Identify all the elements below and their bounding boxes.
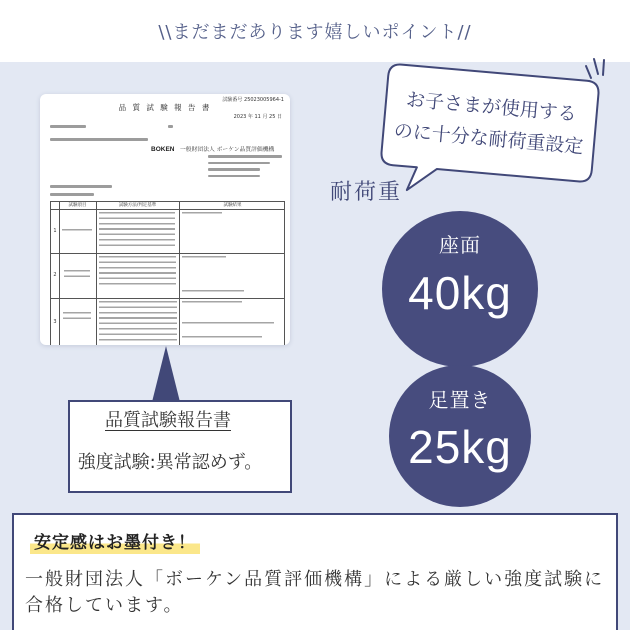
report-issuer: 一般財団法人 ボーケン品質評価機構 [180, 146, 275, 153]
text-line [99, 256, 176, 287]
table-header-result: 試験結果 [223, 203, 242, 208]
table-rule [51, 253, 284, 254]
footrest-capacity-value: 25kg [408, 421, 512, 473]
footrest-capacity-circle [389, 365, 531, 507]
text-line [168, 125, 173, 128]
table-rule [51, 209, 284, 210]
text-line [50, 125, 86, 128]
seat-label: 座面 [439, 233, 481, 257]
footer-heading: 安定感はお墨付き！ [30, 532, 200, 554]
text-line [50, 185, 112, 188]
text-line [50, 193, 94, 196]
text-line [62, 229, 92, 232]
callout-result-text: 強度試験:異常認めず。 [77, 452, 263, 473]
text-line [64, 270, 90, 279]
bubble-line-2: のに十分な耐荷重設定 [392, 119, 585, 159]
text-line [182, 301, 242, 304]
text-line [208, 155, 282, 158]
footrest-label: 足置き [428, 388, 492, 412]
table-rule [59, 202, 60, 345]
text-line [182, 256, 226, 259]
table-header-method: 試験方法/判定基準 [118, 203, 157, 208]
speech-bubble [379, 62, 601, 184]
callout-pointer [148, 346, 184, 402]
text-line [208, 168, 260, 171]
report-title: 品 質 試 験 報 告 書 [118, 103, 212, 112]
table-header-item: 試験項目 [68, 203, 87, 208]
table-rule [51, 298, 284, 299]
text-line [99, 212, 175, 248]
text-line [63, 312, 91, 321]
text-line [182, 212, 222, 215]
text-line [182, 322, 274, 325]
text-line [208, 175, 260, 178]
bubble-line-1: お子さまが使用する [405, 88, 578, 126]
callout-title [68, 409, 268, 433]
section-tagline: \\まだまだあります嬉しいポイント// [158, 22, 472, 43]
text-line [208, 162, 270, 165]
test-report-image [40, 94, 290, 345]
table-row-number: 2 [53, 272, 57, 278]
text-line [99, 301, 177, 343]
seat-capacity-value: 40kg [408, 267, 512, 319]
report-number: 試験番号 25023005964-1 [222, 97, 284, 103]
table-rule [179, 202, 180, 345]
footer-text-line-2: 合格しています。 [25, 595, 184, 616]
report-date: 2023 年 11 月 25 日 [233, 114, 282, 120]
callout-title-text: 品質試験報告書 [105, 410, 231, 431]
table-rule [96, 202, 97, 345]
emphasis-marks-icon [582, 54, 612, 86]
table-row-number: 1 [53, 228, 57, 234]
footer-text-line-1: 一般財団法人「ボーケン品質評価機構」による厳しい強度試験に [25, 569, 605, 590]
load-capacity-label: 耐荷重 [330, 180, 403, 205]
boken-logo: BOKEN [151, 146, 175, 153]
table-row-number: 3 [53, 319, 57, 325]
text-line [182, 336, 262, 339]
text-line [182, 290, 244, 293]
seat-capacity-circle [382, 211, 538, 367]
report-results-table [50, 201, 285, 345]
text-line [50, 138, 148, 141]
